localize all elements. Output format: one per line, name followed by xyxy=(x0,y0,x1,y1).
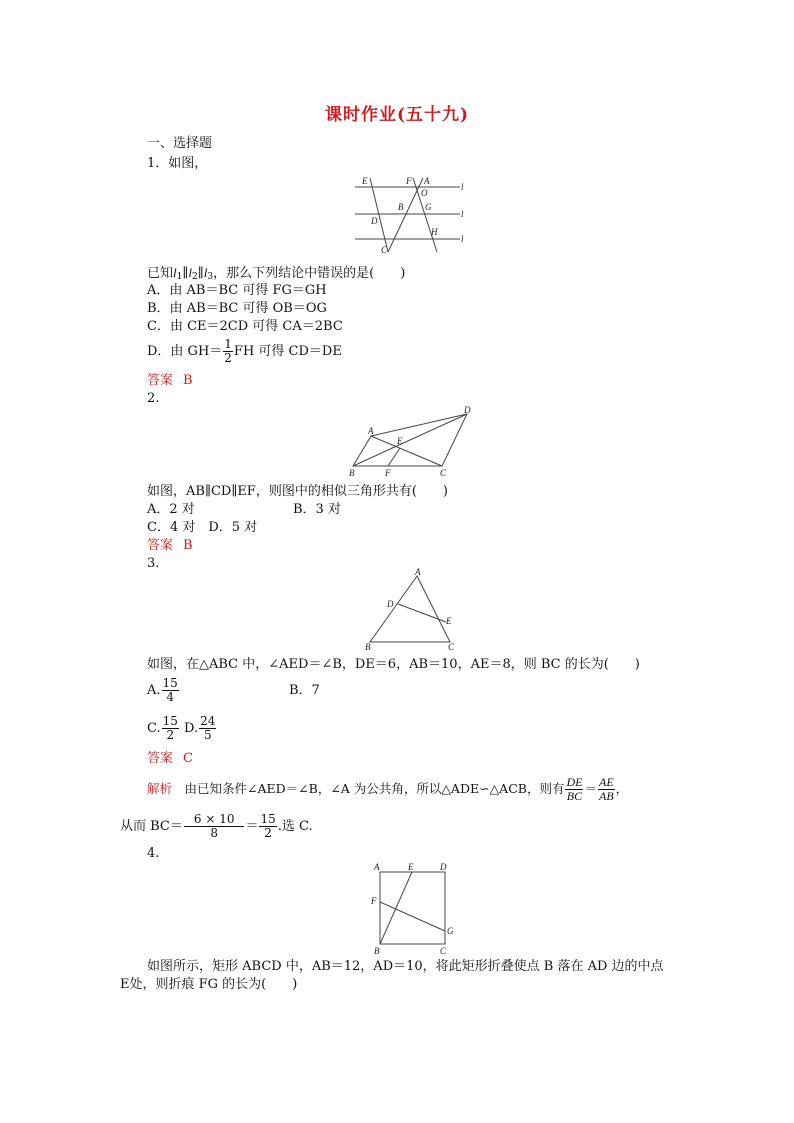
fig-label: F xyxy=(371,896,377,906)
fig-label: l xyxy=(461,209,464,219)
q3-analysis: 解析 由已知条件∠AED＝∠B，∠A 为公共角，所以△ADE∽△ACB，则有 $\frac{DE}{BC}$ ＝ $\frac{AE}{AB}$ ， xyxy=(147,775,629,803)
line-ec xyxy=(370,178,388,252)
line-ac xyxy=(388,178,423,252)
q4-figure xyxy=(368,860,458,956)
q3-analysis-line2: 从而 BC＝ $\frac{6 \times 10}{8}$ ＝ $\frac{15}{2}$ .选 C. xyxy=(120,812,313,840)
fig-label: B xyxy=(365,642,371,652)
q1-answer: 答案 B xyxy=(147,373,193,388)
fig-label: E xyxy=(362,176,368,186)
fig-label: D xyxy=(371,216,378,226)
q1-stem: 已知$l_1\parallel l_2\parallel l_3$，那么下列结论中错误的是( ) xyxy=(147,265,406,282)
fig-label: E xyxy=(446,616,452,626)
fig-label: l xyxy=(461,234,464,244)
fig-label: A xyxy=(368,426,374,436)
fig-label: A xyxy=(424,176,430,186)
fig-label: C xyxy=(448,642,455,652)
fig-label: B xyxy=(349,468,355,478)
fig-label: G xyxy=(447,926,454,936)
fig-label: G xyxy=(425,202,432,212)
q4-number: 4. xyxy=(147,846,160,861)
q4-stem-line2: E处，则折痕 FG 的长为( ) xyxy=(120,977,298,992)
q3-option-c: C. $\frac{15}{2}$ D. $\frac{24}{5}$ xyxy=(147,714,216,742)
fig-label: H xyxy=(431,227,438,237)
fig-label: A xyxy=(415,567,421,577)
page-title: 课时作业(五十九) xyxy=(324,105,470,125)
fig-label: C xyxy=(440,946,447,956)
fig-label: B xyxy=(374,946,380,956)
q1-option-d: D．由 GH＝ $\frac{1}{2}$ FH 可得 CD＝DE xyxy=(147,337,342,365)
section-heading: 一、选择题 xyxy=(147,136,213,151)
q3-option-a: A. $\frac{15}{4}$ xyxy=(147,676,178,704)
fig-label: D xyxy=(464,405,471,415)
q2-stem: 如图，AB∥CD∥EF，则图中的相似三角形共有( ) xyxy=(147,484,448,499)
fig-label: D xyxy=(387,599,394,609)
fig-label: l xyxy=(461,182,464,192)
q3-figure xyxy=(362,566,462,652)
q1-option-c: C．由 CE＝2CD 可得 CA＝2BC xyxy=(147,319,343,334)
fig-label: C xyxy=(381,245,388,254)
q1-figure xyxy=(345,172,475,254)
q2-figure xyxy=(343,404,481,482)
q4-stem-line1: 如图所示，矩形 ABCD 中，AB＝12，AD＝10，将此矩形折叠使点 B 落在 AD 边的中点 xyxy=(147,959,664,974)
fig-label: O xyxy=(421,188,428,198)
q2-number: 2. xyxy=(147,391,160,406)
q2-option-c: C．4 对 D．5 对 xyxy=(147,520,258,535)
q3-number: 3. xyxy=(147,556,160,571)
q1-option-b: B．由 AB＝BC 可得 OB＝OG xyxy=(147,301,327,316)
q3-answer: 答案 C xyxy=(147,751,193,766)
q2-option-a: A．2 对 xyxy=(147,502,195,517)
fig-label: A xyxy=(374,862,380,872)
fig-label: C xyxy=(440,468,447,478)
fig-label: D xyxy=(440,862,447,872)
fig-label: B xyxy=(398,202,404,212)
fig-label: F xyxy=(406,176,412,186)
q3-stem: 如图，在△ABC 中，∠AED＝∠B，DE＝6，AB＝10，AE＝8，则 BC 的长为( ) xyxy=(147,657,640,672)
q2-answer: 答案 B xyxy=(147,538,193,553)
fig-label: F xyxy=(385,468,391,478)
q1-option-a: A．由 AB＝BC 可得 FG＝GH xyxy=(147,283,327,298)
fig-label: E xyxy=(408,862,414,872)
q2-option-b: B．3 对 xyxy=(293,502,341,517)
q3-option-b: B．7 xyxy=(289,683,320,698)
q1-number: 1．如图， xyxy=(147,156,208,171)
fig-label: E xyxy=(397,436,403,446)
